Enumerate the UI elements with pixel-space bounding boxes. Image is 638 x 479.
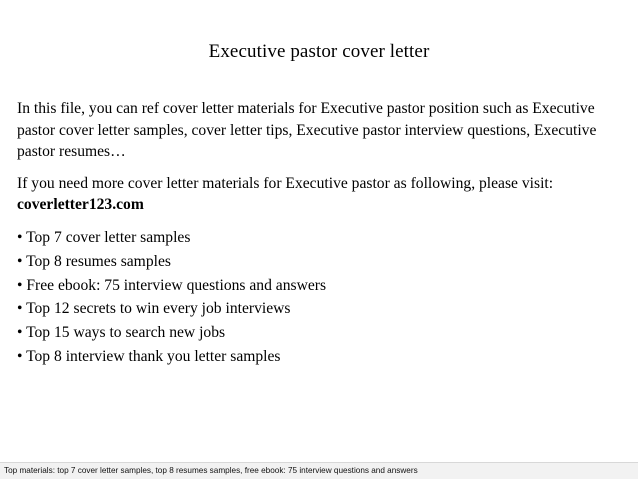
website-link[interactable]: coverletter123.com (17, 196, 144, 214)
list-item: • Top 12 secrets to win every job interviews (17, 300, 291, 318)
footer-bar: Top materials: top 7 cover letter samples, top 8 resumes samples, free ebook: 75 interview questions and answers (0, 462, 638, 479)
list-item: • Top 15 ways to search new jobs (17, 324, 226, 342)
slide-content (17, 98, 617, 369)
intro-paragraph: In this file, you can ref cover letter materials for Executive pastor position such as Executive pastor cover letter samples, cover letter tips, Executive pastor interview questions, Executive pastor resumes… (17, 100, 597, 161)
more-materials-text: If you need more cover letter materials for Executive pastor as following, please visit: (17, 174, 554, 192)
more-materials-paragraph (17, 173, 617, 216)
page-title: Executive pastor cover letter (208, 41, 430, 62)
materials-list (17, 226, 617, 369)
list-item: • Top 7 cover letter samples (17, 228, 191, 246)
list-item: • Free ebook: 75 interview questions and answers (17, 276, 327, 294)
list-item: • Top 8 interview thank you letter samples (17, 347, 281, 365)
list-item: • Top 8 resumes samples (17, 252, 171, 270)
